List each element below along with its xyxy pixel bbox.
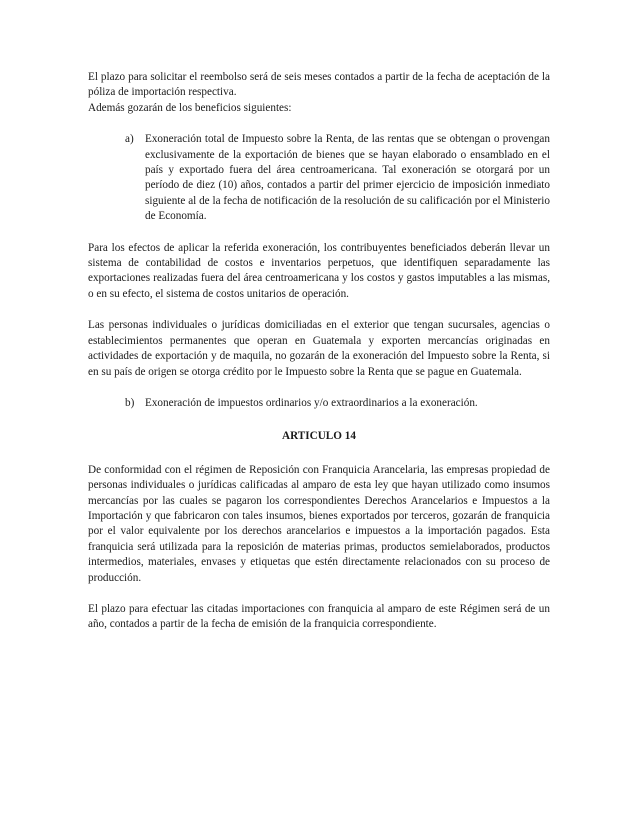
list-item-a-text: Exoneración total de Impuesto sobre la Renta, de las rentas que se obtengan o provengan exclusivamente de la exportación de bienes que se hayan elaborado o ensamblado en el país y exportado fuera del área centroamericana. Tal exoneración se otorgará por un período de diez (10) años, contados a partir del primer ejercicio de imposición inmediato siguiente al de la fecha de notificación de la resolución de su calificación por el Ministerio de Economía. [145, 133, 550, 223]
paragraph-personas: Las personas individuales o jurídicas domiciliadas en el exterior que tengan sucursales, agencias o establecimientos permanentes que operan en Guatemala y exporten mercancías originadas en actividades de exportación y de maquila, no gozarán de la exoneración del Impuesto sobre la Renta, si en su país de origen se otorga crédito por le Impuesto sobre la Renta que se pague en Guatemala. [88, 319, 550, 378]
paragraph-efectos: Para los efectos de aplicar la referida exoneración, los contribuyentes beneficiados deberán llevar un sistema de contabilidad de costos e inventarios perpetuos, que identifiquen separadamente las exportaciones realizadas fuera del área centroamericana y los costos y gastos imputables a las mismas, o en su efecto, el sistema de costos unitarios de operación. [88, 241, 550, 300]
document-page [88, 70, 550, 633]
list-item-a [125, 132, 550, 224]
article-heading: ARTICULO 14 [282, 430, 356, 443]
list-item-b-text: Exoneración de impuestos ordinarios y/o extraordinarios a la exoneración. [145, 396, 478, 409]
paragraph-conformidad: De conformidad con el régimen de Reposición con Franquicia Arancelaria, las empresas propiedad de personas individuales o jurídicas calificadas al amparo de esta ley que hayan utilizado como insumos mercancías por las cuales se pagaron los correspondientes Derechos Arancelarios e Impuestos a la Importación y que fabricaron con tales insumos, bienes exportados por terceros, gozarán de franquicia por el valor equivalente por los derechos arancelarios e impuestos a la importación pagados. Esta franquicia será utilizada para la reposición de materias primas, productos semielaborados, productos intermedios, materiales, envases y etiquetas que estén directamente relacionados con su proceso de producción. [88, 463, 550, 584]
list-item-b-label: b) [125, 396, 135, 409]
list-item-b [125, 396, 550, 411]
intro-benefits-line: Además gozarán de los beneficios siguientes: [88, 101, 292, 114]
paragraph-plazo: El plazo para efectuar las citadas importaciones con franquicia al amparo de este Régimen será de un año, contados a partir de la fecha de emisión de la franquicia correspondiente. [88, 602, 550, 631]
list-item-a-label: a) [125, 133, 134, 146]
intro-paragraph: El plazo para solicitar el reembolso será de seis meses contados a partir de la fecha de aceptación de la póliza de importación respectiva. [88, 71, 550, 99]
